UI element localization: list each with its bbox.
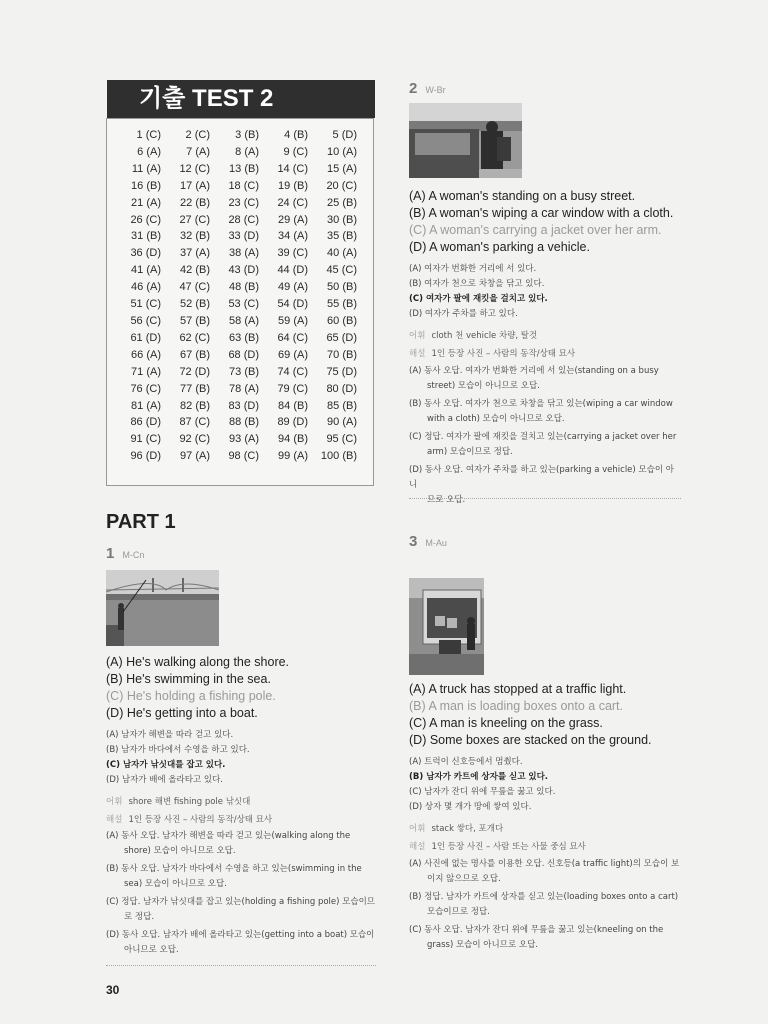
answer-key-cell: 89 (D): [277, 416, 308, 429]
answer-key-cell: 15 (A): [327, 162, 357, 175]
q2-note-d-cont: 므로 오답.: [427, 495, 466, 505]
q1-note-a-lead: (A) 동사 오답. 남자가 해변을 따라 걷고 있는(walking along the: [106, 831, 351, 841]
answer-key-cell: 52 (B): [180, 298, 210, 311]
answer-key-cell: 23 (C): [228, 196, 259, 209]
q1-note-d-lead: (D) 동사 오답. 남자가 배에 올라타고 있는(getting into a boat) 모습이: [106, 930, 375, 940]
q2-vocab-head: 어휘: [409, 331, 426, 341]
answer-key-cell: 99 (A): [278, 450, 308, 463]
answer-key-cell: 69 (A): [278, 348, 308, 361]
answer-key-cell: 21 (A): [131, 196, 161, 209]
answer-key-cell: 17 (A): [180, 179, 210, 192]
answer-key-cell: 29 (A): [278, 213, 308, 226]
answer-key-cell: 32 (B): [180, 230, 210, 243]
q3-option-d: (D) Some boxes are stacked on the ground.: [409, 733, 652, 747]
answer-key-cell: 97 (A): [180, 450, 210, 463]
answer-key-cell: 43 (D): [228, 264, 259, 277]
q1-vocab-text: shore 해변 fishing pole 낚싯대: [128, 797, 251, 807]
q1-expl-head: 해설: [106, 815, 123, 825]
q2-option-a: (A) A woman's standing on a busy street.: [409, 189, 636, 203]
q3-speaker: M-Au: [425, 538, 447, 548]
answer-key-cell: 22 (B): [180, 196, 210, 209]
q2-option-c: (C) A woman's carrying a jacket over her arm.: [409, 223, 662, 237]
q3-explanation: [409, 840, 586, 855]
answer-key-cell: 6 (A): [137, 145, 161, 158]
answer-key-cell: 67 (B): [180, 348, 210, 361]
answer-key-cell: 45 (C): [326, 264, 357, 277]
answer-key-cell: 55 (B): [327, 298, 357, 311]
answer-key-cell: 60 (B): [327, 314, 357, 327]
answer-key-cell: 78 (A): [229, 382, 259, 395]
q3-expl-text: 1인 등장 사진 – 사람 또는 사물 중심 묘사: [431, 842, 586, 852]
answer-key-cell: 59 (A): [278, 314, 308, 327]
answer-key-cell: 35 (B): [327, 230, 357, 243]
q1-note-a-cont: shore) 모습이 아니므로 오답.: [124, 846, 236, 856]
answer-key-cell: 96 (D): [130, 450, 161, 463]
answer-key-cell: 13 (B): [229, 162, 259, 175]
answer-key-cell: 79 (C): [277, 382, 308, 395]
q2-note-a-lead: (A) 동사 오답. 여자가 번화한 거리에 서 있는(standing on a busy: [409, 366, 659, 376]
q1-korean-d: (D) 남자가 배에 올라타고 있다.: [106, 775, 224, 785]
part-title: PART 1: [106, 511, 176, 533]
answer-key-cell: 88 (B): [229, 416, 259, 429]
answer-key-cell: 54 (D): [277, 298, 308, 311]
q1-note-b-lead: (B) 동사 오답. 남자가 바다에서 수영을 하고 있는(swimming in the: [106, 864, 362, 874]
answer-key-cell: 75 (D): [326, 365, 357, 378]
answer-key-cell: 61 (D): [130, 331, 161, 344]
answer-key-cell: 19 (B): [278, 179, 308, 192]
q3-option-c: (C) A man is kneeling on the grass.: [409, 716, 603, 730]
answer-key-cell: 41 (A): [131, 264, 161, 277]
answer-key-cell: 84 (B): [278, 399, 308, 412]
answer-key-cell: 20 (C): [326, 179, 357, 192]
answer-key-cell: 51 (C): [130, 298, 161, 311]
answer-key-cell: 93 (A): [229, 433, 259, 446]
q2-speaker: W-Br: [425, 85, 446, 95]
page-number: 30: [106, 983, 120, 997]
answer-key-cell: 8 (A): [235, 145, 259, 158]
q2-explanation: [409, 347, 575, 362]
answer-key-cell: 11 (A): [131, 162, 161, 175]
answer-key-cell: 31 (B): [131, 230, 161, 243]
answer-key-cell: 68 (D): [228, 348, 259, 361]
q3-vocab: [409, 822, 503, 834]
q2-note-d: [409, 463, 681, 508]
answer-key-cell: 98 (C): [228, 450, 259, 463]
q1-option-a: (A) He's walking along the shore.: [106, 655, 290, 669]
answer-key-cell: 74 (C): [277, 365, 308, 378]
answer-key-cell: 3 (B): [235, 129, 259, 141]
answer-key-cell: 38 (A): [229, 247, 259, 260]
q2-note-c-cont: arm) 모습이므로 정답.: [427, 447, 513, 457]
answer-key-cell: 70 (B): [327, 348, 357, 361]
answer-key-cell: 100 (B): [320, 450, 357, 463]
q2-divider: [409, 498, 681, 499]
answer-key-cell: 10 (A): [327, 145, 357, 158]
answer-key-grid: [112, 127, 357, 465]
answer-key-cell: 27 (C): [179, 213, 210, 226]
answer-key-cell: 87 (C): [179, 416, 210, 429]
q1-note-d: [106, 928, 376, 958]
answer-key-cell: 48 (B): [229, 281, 259, 294]
answer-key-cell: 34 (A): [278, 230, 308, 243]
q1-speaker: M-Cn: [122, 550, 145, 560]
answer-key-cell: 56 (C): [130, 314, 161, 327]
answer-key-cell: 30 (B): [327, 213, 357, 226]
q2-vocab: [409, 329, 537, 341]
answer-key-cell: 62 (C): [179, 331, 210, 344]
q3-note-b: [409, 890, 681, 920]
q2-note-a: [409, 364, 681, 394]
answer-key-cell: 26 (C): [130, 213, 161, 226]
q1-note-a: [106, 829, 376, 859]
q3-vocab-text: stack 쌓다, 포개다: [431, 824, 504, 834]
answer-key-cell: 81 (A): [131, 399, 161, 412]
answer-key-cell: 39 (C): [277, 247, 308, 260]
answer-key-cell: 50 (B): [327, 281, 357, 294]
q1-note-c-lead: (C) 정답. 남자가 낚싯대를 잡고 있는(holding a fishing pole) 모습이므: [106, 897, 376, 907]
q2-korean-c: (C) 여자가 팔에 재킷을 걸치고 있다.: [409, 294, 548, 304]
q1-korean-b: (B) 남자가 바다에서 수영을 하고 있다.: [106, 745, 250, 755]
q2-note-a-cont: street) 모습이 아니므로 오답.: [427, 381, 540, 391]
q2-note-d-lead: (D) 동사 오답. 여자가 주차를 하고 있는(parking a vehicle) 모습이 아니: [409, 465, 674, 490]
answer-key-cell: 57 (B): [180, 314, 210, 327]
answer-key-cell: 1 (C): [136, 129, 161, 141]
q1-option-d: (D) He's getting into a boat.: [106, 706, 258, 720]
answer-key-cell: 64 (C): [277, 331, 308, 344]
answer-key-cell: 73 (B): [229, 365, 259, 378]
q2-korean-b: (B) 여자가 천으로 차창을 닦고 있다.: [409, 279, 545, 289]
q1-explanation: [106, 813, 272, 828]
answer-key-cell: 63 (B): [229, 331, 259, 344]
answer-key-cell: 47 (C): [179, 281, 210, 294]
q3-header: [409, 533, 447, 551]
answer-key-cell: 4 (B): [284, 129, 308, 141]
answer-key-cell: 95 (C): [326, 433, 357, 446]
answer-key-cell: 2 (C): [185, 129, 210, 141]
q1-header: [106, 545, 144, 563]
q1-note-c-cont: 로 정답.: [124, 912, 155, 922]
answer-key-cell: 42 (B): [180, 264, 210, 277]
answer-key-cell: 80 (D): [326, 382, 357, 395]
answer-key-cell: 49 (A): [278, 281, 308, 294]
q3-expl-head: 해설: [409, 842, 426, 852]
answer-key-cell: 92 (C): [179, 433, 210, 446]
q2-expl-head: 해설: [409, 349, 426, 359]
q1-korean-a: (A) 남자가 해변을 따라 걷고 있다.: [106, 730, 234, 740]
q3-korean-b: (B) 남자가 카트에 상자를 싣고 있다.: [409, 772, 549, 782]
answer-key-cell: 85 (B): [327, 399, 357, 412]
q1-note-d-cont: 아니므로 오답.: [124, 945, 179, 955]
answer-key-cell: 94 (B): [278, 433, 308, 446]
q3-korean-a: (A) 트럭이 신호등에서 멈췄다.: [409, 757, 523, 767]
answer-key-cell: 66 (A): [131, 348, 161, 361]
answer-key-cell: 82 (B): [180, 399, 210, 412]
q1-number: 1: [106, 545, 115, 562]
answer-key-cell: 40 (A): [327, 247, 357, 260]
q1-option-b: (B) He's swimming in the sea.: [106, 672, 271, 686]
answer-key-cell: 25 (B): [327, 196, 357, 209]
q1-photo: [106, 570, 219, 646]
q2-note-b-cont: with a cloth) 모습이 아니므로 오답.: [427, 414, 565, 424]
answer-key-cell: 90 (A): [327, 416, 357, 429]
answer-key-title: 기출 TEST 2: [107, 80, 375, 118]
answer-key-cell: 71 (A): [131, 365, 161, 378]
q2-number: 2: [409, 80, 418, 97]
answer-key-cell: 18 (C): [228, 179, 259, 192]
q2-korean-d: (D) 여자가 주차를 하고 있다.: [409, 309, 518, 319]
q1-vocab-head: 어휘: [106, 797, 123, 807]
q2-expl-text: 1인 등장 사진 – 사람의 동작/상태 묘사: [431, 349, 576, 359]
answer-key-cell: 28 (C): [228, 213, 259, 226]
q1-note-b-cont: sea) 모습이 아니므로 오답.: [124, 879, 227, 889]
answer-key-cell: 91 (C): [130, 433, 161, 446]
answer-key-cell: 12 (C): [179, 162, 210, 175]
q2-korean-a: (A) 여자가 번화한 거리에 서 있다.: [409, 264, 537, 274]
answer-key-cell: 44 (D): [277, 264, 308, 277]
answer-key-cell: 83 (D): [228, 399, 259, 412]
answer-key-cell: 36 (D): [130, 247, 161, 260]
q2-header: [409, 80, 446, 98]
q3-korean-c: (C) 남자가 잔디 위에 무릎을 꿇고 있다.: [409, 787, 556, 797]
q2-note-b: [409, 397, 681, 427]
q2-note-c: [409, 430, 681, 460]
q3-note-c: [409, 923, 681, 953]
answer-key-cell: 24 (C): [277, 196, 308, 209]
answer-key-cell: 16 (B): [131, 179, 161, 192]
answer-key-cell: 46 (A): [131, 281, 161, 294]
q1-expl-text: 1인 등장 사진 – 사람의 동작/상태 묘사: [128, 815, 273, 825]
q1-note-c: [106, 895, 376, 925]
q1-vocab: [106, 795, 250, 807]
q2-vocab-text: cloth 천 vehicle 차량, 탈것: [431, 331, 538, 341]
answer-key-cell: 72 (D): [179, 365, 210, 378]
q2-note-c-lead: (C) 정답. 여자가 팔에 재킷을 걸치고 있는(carrying a jacket over her: [409, 432, 677, 442]
q1-divider: [106, 965, 376, 966]
q3-vocab-head: 어휘: [409, 824, 426, 834]
q1-note-b: [106, 862, 376, 892]
q3-korean-d: (D) 상자 몇 개가 땅에 쌓여 있다.: [409, 802, 532, 812]
q3-note-b-lead: (B) 정답. 남자가 카트에 상자를 싣고 있는(loading boxes onto a cart): [409, 892, 679, 902]
answer-key-cell: 9 (C): [283, 145, 308, 158]
q2-photo: [409, 103, 522, 178]
q3-note-a-cont: 이지 않으므로 오답.: [427, 874, 501, 884]
answer-key-cell: 53 (C): [228, 298, 259, 311]
q2-option-d: (D) A woman's parking a vehicle.: [409, 240, 590, 254]
answer-key-cell: 77 (B): [180, 382, 210, 395]
answer-key-cell: 7 (A): [186, 145, 210, 158]
answer-key-cell: 37 (A): [180, 247, 210, 260]
q3-note-c-cont: grass) 모습이 아니므로 오답.: [427, 940, 538, 950]
q2-option-b: (B) A woman's wiping a car window with a cloth.: [409, 206, 674, 220]
answer-key-cell: 5 (D): [332, 129, 357, 141]
q3-note-c-lead: (C) 동사 오답. 남자가 잔디 위에 무릎을 꿇고 있는(kneeling on the: [409, 925, 664, 935]
answer-key-cell: 14 (C): [277, 162, 308, 175]
q2-note-b-lead: (B) 동사 오답. 여자가 천으로 차창을 닦고 있는(wiping a car window: [409, 399, 673, 409]
q3-photo: [409, 578, 484, 675]
q3-option-b: (B) A man is loading boxes onto a cart.: [409, 699, 624, 713]
q1-korean-c: (C) 남자가 낚싯대를 잡고 있다.: [106, 760, 226, 770]
q1-option-c: (C) He's holding a fishing pole.: [106, 689, 276, 703]
answer-key-cell: 58 (A): [229, 314, 259, 327]
q3-note-b-cont: 모습이므로 정답.: [427, 907, 490, 917]
q3-option-a: (A) A truck has stopped at a traffic light.: [409, 682, 627, 696]
answer-key-cell: 33 (D): [228, 230, 259, 243]
answer-key-cell: 65 (D): [326, 331, 357, 344]
q3-number: 3: [409, 533, 418, 550]
q3-note-a-lead: (A) 사진에 없는 명사를 이용한 오답. 신호등(a traffic light)의 모습이 보: [409, 859, 680, 869]
answer-key-cell: 76 (C): [130, 382, 161, 395]
q3-note-a: [409, 857, 681, 887]
answer-key-cell: 86 (D): [130, 416, 161, 429]
